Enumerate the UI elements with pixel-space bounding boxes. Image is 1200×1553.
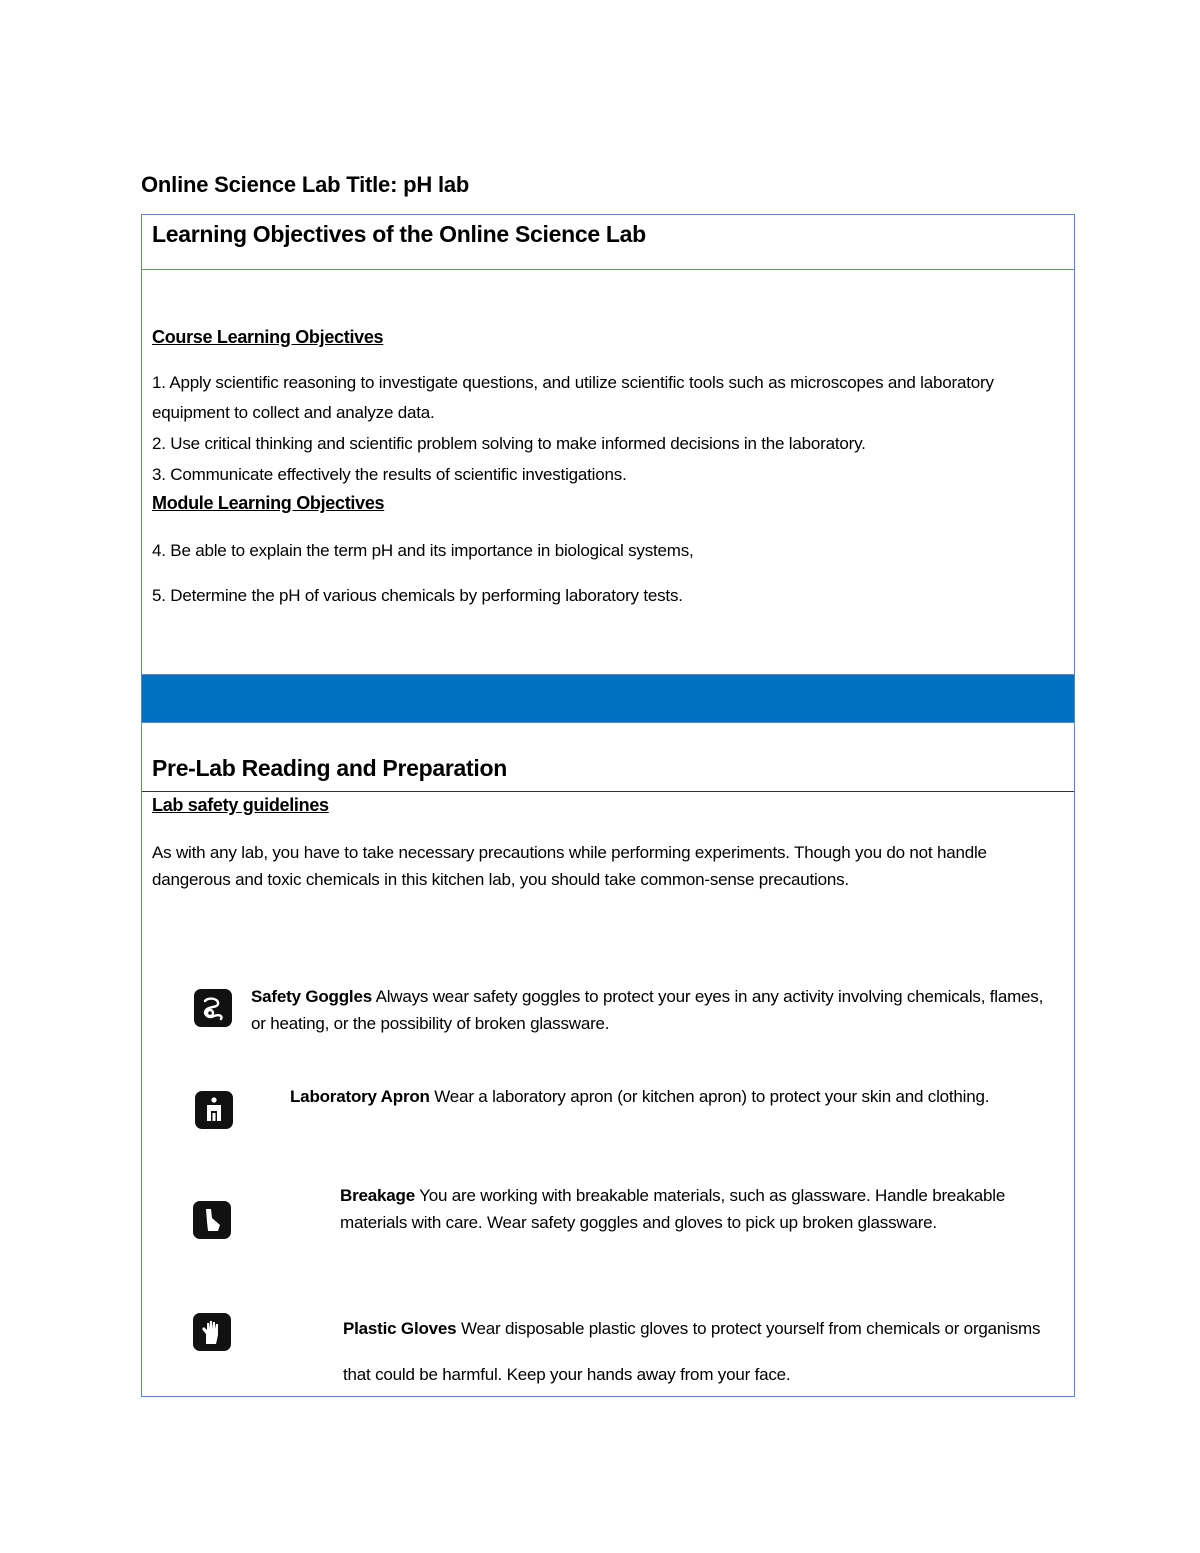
guideline-apron [290,1083,1055,1110]
guideline-breakage [340,1182,1055,1236]
module-objective-4: 4. Be able to explain the term pH and its importance in biological systems, [152,541,694,560]
safety-intro: As with any lab, you have to take necessary precautions while performing experiments. Though you do not handle dangerous and toxic chemicals in this kitchen lab, you should take common-sense precautions. [152,843,987,889]
guideline-goggles [251,983,1051,1037]
guideline-text: You are working with breakable materials, such as glassware. Handle breakable materials with care. Wear safety goggles and gloves to pick up broken glassware. [340,1186,1006,1232]
course-objective-1: 1. Apply scientific reasoning to investigate questions, and utilize scientific tools such as microscopes and laboratory equipment to collect and analyze data. [152,373,994,422]
lab-table [141,214,1075,1397]
guideline-title: Plastic Gloves [343,1319,457,1338]
course-objective-3: 3. Communicate effectively the results of scientific investigations. [152,465,627,484]
guideline-gloves [343,1306,1053,1398]
row-divider [142,674,1074,675]
guideline-text: Wear disposable plastic gloves to protect yourself from chemicals or organisms that could be harmful. Keep your hands away from your face. [343,1319,1041,1384]
gloves-icon [193,1313,231,1351]
row-divider [142,269,1074,270]
module-objective-5: 5. Determine the pH of various chemicals by performing laboratory tests. [152,586,683,605]
row-divider [142,722,1074,723]
guideline-title: Laboratory Apron [290,1087,430,1106]
row-divider [142,791,1074,792]
guideline-text: Wear a laboratory apron (or kitchen apron) to protect your skin and clothing. [434,1087,990,1106]
guideline-title: Breakage [340,1186,415,1205]
goggles-icon [194,989,232,1027]
breakage-icon [193,1201,231,1239]
module-objectives-heading: Module Learning Objectives [152,493,385,513]
prelab-heading: Pre-Lab Reading and Preparation [152,755,507,781]
safety-heading: Lab safety guidelines [152,795,329,815]
apron-icon [195,1091,233,1129]
course-objectives-heading: Course Learning Objectives [152,327,384,347]
section-band [142,675,1074,722]
guideline-text: Always wear safety goggles to protect your eyes in any activity involving chemicals, flames, or heating, or the possibility of broken glassware. [251,987,1044,1033]
course-objective-2: 2. Use critical thinking and scientific problem solving to make informed decisions in the laboratory. [152,434,866,453]
page-title: Online Science Lab Title: pH lab [141,172,470,197]
guideline-title: Safety Goggles [251,987,372,1006]
objectives-heading: Learning Objectives of the Online Science Lab [152,221,646,247]
